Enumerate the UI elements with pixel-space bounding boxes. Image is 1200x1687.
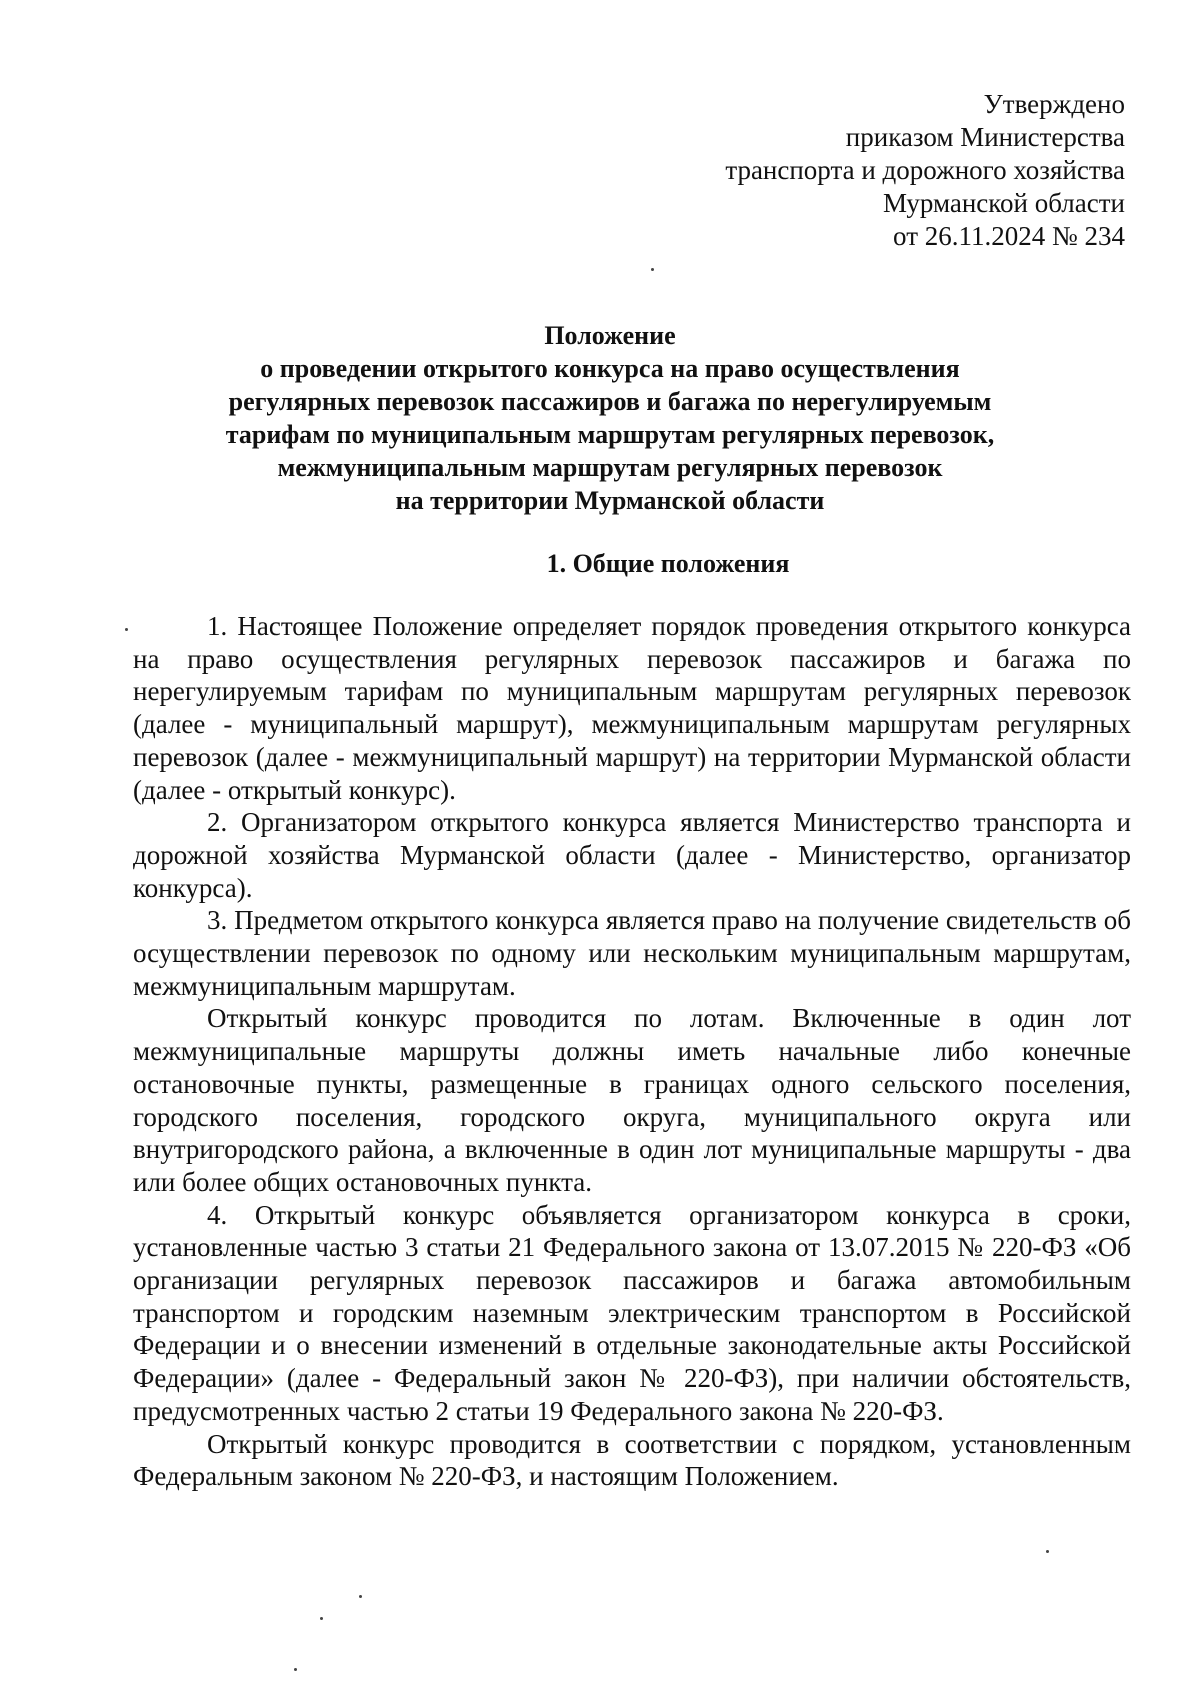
paragraph: Открытый конкурс проводится в соответствии с порядком, установленным Федеральным законом № 220-ФЗ, и настоящим Положением. [133, 1428, 1131, 1492]
approval-line: Мурманской области [883, 188, 1125, 218]
scan-speck [359, 1595, 362, 1598]
title-line: тарифам по муниципальным маршрутам регулярных перевозок, [225, 420, 995, 449]
document-title [120, 319, 1100, 517]
scan-speck [1046, 1550, 1049, 1553]
approval-stamp [725, 88, 1125, 253]
title-line: Положение [544, 321, 676, 350]
paragraph: Открытый конкурс проводится по лотам. Включенные в один лот межмуниципальные маршруты должны иметь начальные либо конечные остановочные пункты, размещенные в границах одного сельского поселения, городского поселения, городского округа, муниципального округа или внутригородского района, а включенные в один лот муниципальные маршруты - два или более общих остановочных пункта. [133, 1003, 1131, 1197]
approval-line: транспорта и дорожного хозяйства [725, 155, 1125, 185]
scan-speck [125, 628, 128, 631]
title-line: о проведении открытого конкурса на право осуществления [260, 354, 960, 383]
scan-speck [320, 1617, 323, 1620]
scan-speck [651, 268, 654, 271]
approval-line: Утверждено [983, 89, 1125, 119]
document-body [133, 610, 1131, 1493]
scan-speck [294, 1668, 297, 1671]
title-line: межмуниципальным маршрутам регулярных перевозок [277, 453, 943, 482]
approval-line: от 26.11.2024 № 234 [893, 221, 1125, 251]
paragraph: 4. Открытый конкурс объявляется организатором конкурса в сроки, установленные частью 3 статьи 21 Федерального закона от 13.07.2015 № 220-ФЗ «Об организации регулярных перевозок пассажиров и багажа автомобильным транспортом и городским наземным электрическим транспортом в Российской Федерации и о внесении изменений в отдельные законодательные акты Российской Федерации» (далее - Федеральный закон № 220-ФЗ), при наличии обстоятельств, предусмотренных частью 2 статьи 19 Федерального закона № 220-ФЗ. [133, 1199, 1131, 1426]
approval-line: приказом Министерства [845, 122, 1125, 152]
title-line: на территории Мурманской области [395, 486, 825, 515]
paragraph: 3. Предметом открытого конкурса является право на получение свидетельств об осуществлении перевозок по одному или нескольким муниципальным маршрутам, межмуниципальным маршрутам. [133, 905, 1131, 1001]
title-line: регулярных перевозок пассажиров и багажа по нерегулируемым [228, 387, 992, 416]
paragraph: 1. Настоящее Положение определяет порядок проведения открытого конкурса на право осуществления регулярных перевозок пассажиров и багажа по нерегулируемым тарифам по муниципальным маршрутам регулярных перевозок (далее - муниципальный маршрут), межмуниципальным маршрутам регулярных перевозок (далее - межмуниципальный маршрут) на территории Мурманской области (далее - открытый конкурс). [133, 611, 1131, 805]
section-heading: 1. Общие положения [546, 549, 790, 578]
paragraph: 2. Организатором открытого конкурса является Министерство транспорта и дорожной хозяйства Мурманской области (далее - Министерство, организатор конкурса). [133, 807, 1131, 903]
